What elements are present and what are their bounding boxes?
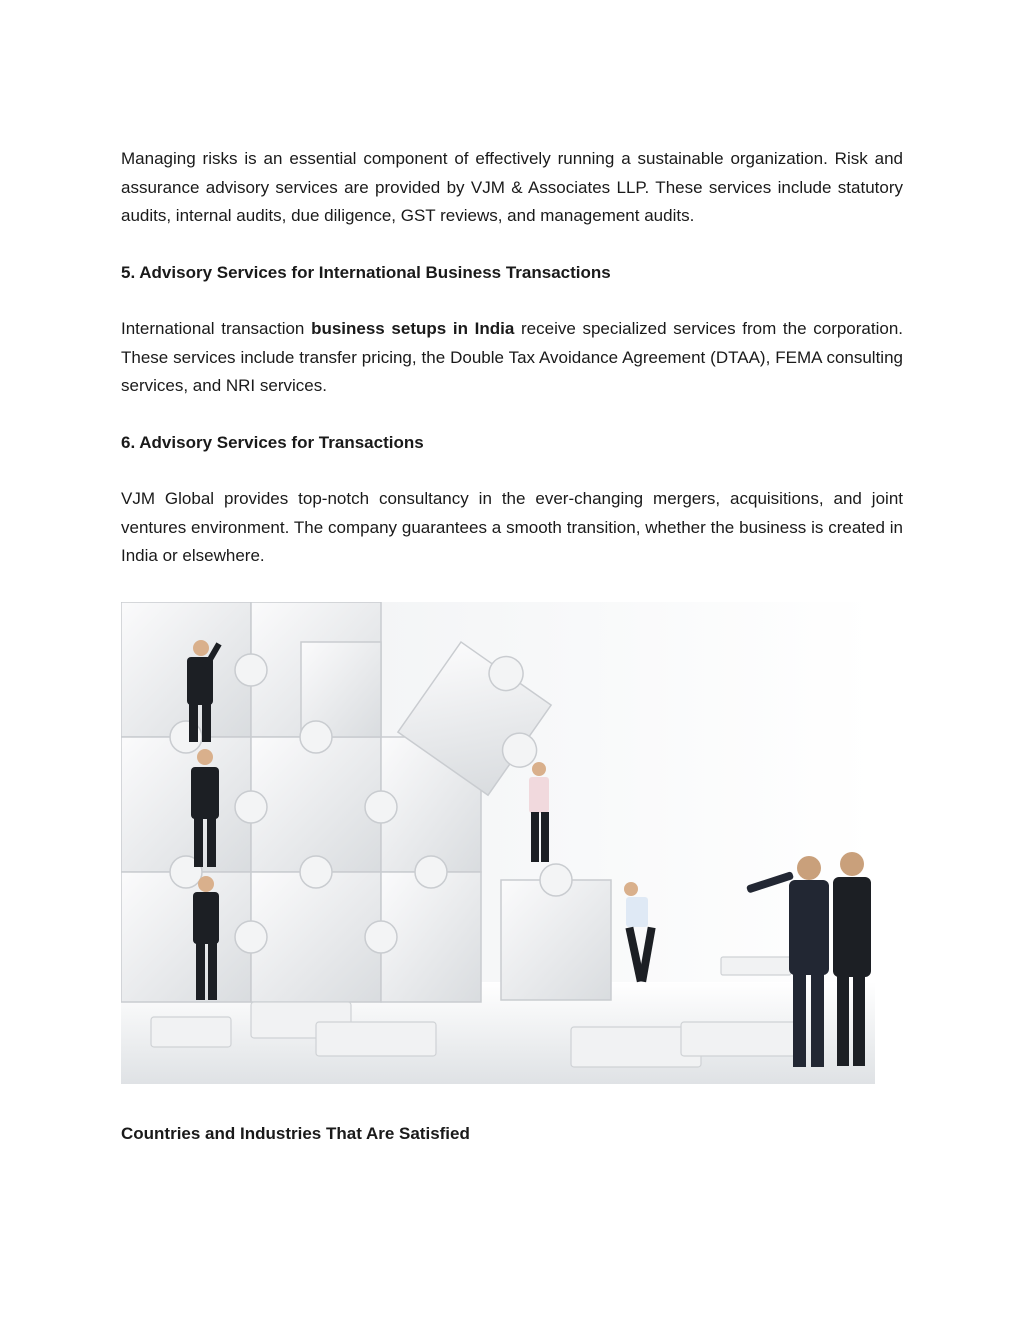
section-5-text-start: International transaction xyxy=(121,319,312,338)
section-5-heading: 5. Advisory Services for International Business Transactions xyxy=(121,262,611,282)
countries-industries-heading: Countries and Industries That Are Satisfied xyxy=(121,1124,470,1143)
intro-paragraph: Managing risks is an essential component of effectively running a sustainable organization. Risk and assurance advisory services are provided by VJM & Associates LLP. These services include statutory audits, internal audits, due diligence, GST reviews, and management audits. xyxy=(121,149,903,225)
business-setups-link-text: business setups in India xyxy=(311,319,515,338)
section-5-text-end: receive specialized services from the corporation. These services include transfer pricing, the Double Tax Avoidance Agreement (DTAA), FEMA consulting services, and NRI services. xyxy=(121,319,904,395)
section-6-paragraph: VJM Global provides top-notch consultancy in the ever-changing mergers, acquisitions, and joint ventures environment. The company guarantees a smooth transition, whether the business is created in India or elsewhere. xyxy=(121,489,903,565)
business-puzzle-image xyxy=(121,602,875,1084)
document-body xyxy=(121,145,903,571)
section-6-heading: 6. Advisory Services for Transactions xyxy=(121,432,424,452)
puzzle-illustration-icon xyxy=(121,602,875,1084)
section-5-paragraph xyxy=(121,315,903,401)
